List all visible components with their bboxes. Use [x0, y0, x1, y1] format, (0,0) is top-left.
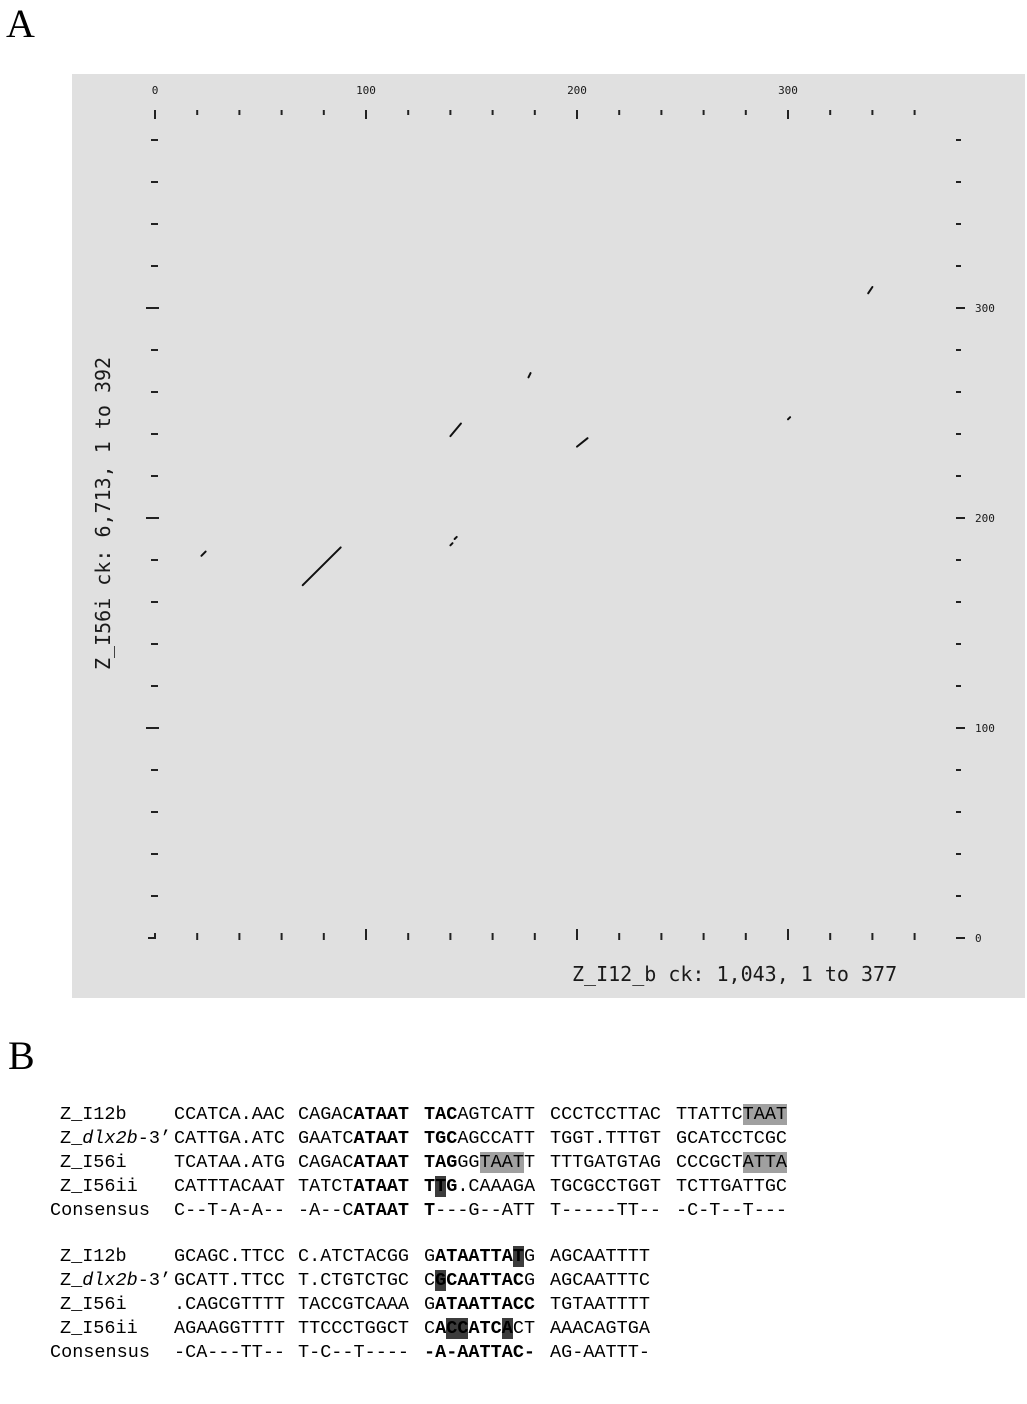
dot-plot-svg — [72, 74, 1025, 998]
sequence-text: CCATCA.AAC — [174, 1104, 286, 1125]
y-axis-label: Z_I56i ck: 6,713, 1 to 392 — [91, 356, 115, 670]
sequence-group — [424, 1245, 535, 1269]
conserved-bases: T — [424, 1200, 436, 1221]
panel-b-label: B — [8, 1033, 35, 1078]
sequence-text: AGCAATTTT — [550, 1246, 650, 1267]
mismatch-highlight: G — [435, 1270, 447, 1291]
x-tick-label: 100 — [356, 84, 376, 97]
sequence-group — [298, 1151, 409, 1175]
sequence-group — [550, 1317, 650, 1341]
sequence-text: TATCT — [298, 1176, 354, 1197]
sequence-name: Z_I56i — [60, 1294, 127, 1315]
sequence-group — [424, 1199, 535, 1223]
sequence-text: GCAGC.TTCC — [174, 1246, 286, 1267]
origin-corner-mark — [148, 933, 155, 938]
sequence-text: C — [424, 1318, 436, 1339]
sequence-text: TTCCCTGGCT — [298, 1318, 410, 1339]
sequence-text: C--T-A-A-- — [174, 1200, 286, 1221]
sequence-group — [174, 1341, 285, 1365]
sequence-name: Z_I56ii — [60, 1176, 138, 1197]
sequence-text: -CA---TT-- — [174, 1342, 286, 1363]
sequence-group — [676, 1151, 787, 1175]
sequence-group — [298, 1341, 409, 1365]
sequence-group — [676, 1103, 787, 1127]
sequence-text: AGTCATT — [457, 1104, 536, 1125]
dot-plot-segment — [868, 287, 872, 293]
sequence-group — [174, 1127, 285, 1151]
conserved-bases: ATC — [468, 1318, 502, 1339]
sequence-text: GAATC — [298, 1128, 354, 1149]
x-tick-label: 0 — [151, 84, 159, 97]
conserved-bases: ATAAT — [353, 1152, 410, 1173]
sequence-text: C.ATCTACGG — [298, 1246, 410, 1267]
sequence-text: T-C--T---- — [298, 1342, 410, 1363]
sequence-text: G — [523, 1270, 536, 1291]
sequence-text: GCATT.TTCC — [174, 1270, 286, 1291]
conserved-bases: ATAAT — [353, 1128, 410, 1149]
sequence-text: G — [424, 1294, 436, 1315]
sequence-text: TGGT.TTTGT — [550, 1128, 662, 1149]
sequence-group — [298, 1245, 409, 1269]
y-tick-label: 0 — [975, 932, 982, 945]
x-tick-label: 200 — [567, 84, 587, 97]
sequence-group — [424, 1269, 535, 1293]
sequence-text: TCTTGATTGC — [676, 1176, 788, 1197]
sequence-group — [424, 1103, 535, 1127]
sequence-text: -C-T--T--- — [676, 1200, 788, 1221]
sequence-group — [550, 1103, 661, 1127]
sequence-name: Z_I12b — [60, 1104, 127, 1125]
y-tick-label: 100 — [975, 722, 995, 735]
sequence-group — [298, 1317, 409, 1341]
sequence-group — [676, 1127, 787, 1151]
motif-highlight: TAAT — [742, 1104, 788, 1125]
sequence-group — [174, 1317, 285, 1341]
sequence-group — [424, 1317, 535, 1341]
sequence-text: TGCGCCTGGT — [550, 1176, 662, 1197]
sequence-name: Z_dlx2b-3’ — [60, 1270, 172, 1291]
sequence-group — [550, 1175, 661, 1199]
dot-plot-segment — [450, 543, 452, 545]
sequence-group — [550, 1341, 650, 1365]
sequence-group — [174, 1269, 285, 1293]
sequence-text: G — [523, 1246, 536, 1267]
sequence-group — [174, 1245, 285, 1269]
sequence-group — [174, 1151, 285, 1175]
sequence-group — [174, 1103, 285, 1127]
sequence-text: T — [523, 1152, 536, 1173]
sequence-text: ---G--ATT — [435, 1200, 536, 1221]
sequence-text: -A--C — [298, 1200, 354, 1221]
sequence-group — [298, 1175, 409, 1199]
conserved-bases: A — [435, 1318, 447, 1339]
mismatch-highlight: T — [435, 1176, 447, 1197]
dot-plot-segment — [201, 552, 205, 556]
x-axis-label: Z_I12_b ck: 1,043, 1 to 377 — [572, 962, 898, 986]
sequence-text: GG — [457, 1152, 480, 1173]
conserved-bases: -A-AATTAC- — [424, 1342, 536, 1363]
conserved-bases: G — [446, 1176, 458, 1197]
sequence-name: Consensus — [50, 1200, 150, 1221]
sequence-group — [424, 1151, 535, 1175]
sequence-group — [298, 1293, 409, 1317]
dot-plot-segment — [528, 373, 530, 377]
y-tick-label: 200 — [975, 512, 995, 525]
conserved-bases: ATAAT — [353, 1176, 410, 1197]
sequence-name: Z_I56ii — [60, 1318, 138, 1339]
sequence-text: GCATCCTCGC — [676, 1128, 788, 1149]
sequence-text: AG-AATTT- — [550, 1342, 650, 1363]
sequence-text: C — [424, 1270, 436, 1291]
sequence-text: AAACAGTGA — [550, 1318, 650, 1339]
sequence-text: CCCTCCTTAC — [550, 1104, 662, 1125]
sequence-text: TTATTC — [676, 1104, 743, 1125]
sequence-group — [676, 1175, 787, 1199]
dot-plot-segment — [303, 547, 341, 585]
sequence-group — [424, 1293, 535, 1317]
sequence-text: AGCCATT — [457, 1128, 536, 1149]
conserved-bases: ATAATTA — [435, 1246, 513, 1267]
sequence-text: CAGAC — [298, 1152, 354, 1173]
mismatch-highlight: T — [512, 1246, 524, 1267]
sequence-group — [174, 1293, 285, 1317]
sequence-group — [550, 1151, 661, 1175]
sequence-text: AGCAATTTC — [550, 1270, 650, 1291]
y-tick-label: 300 — [975, 302, 995, 315]
conserved-bases: TAG — [424, 1152, 458, 1173]
sequence-text: G — [424, 1246, 436, 1267]
sequence-group — [298, 1269, 409, 1293]
dot-plot-segment — [450, 424, 461, 437]
sequence-name: Z_dlx2b-3’ — [60, 1128, 172, 1149]
conserved-bases: ATAAT — [353, 1104, 410, 1125]
sequence-name: Z_I12b — [60, 1246, 127, 1267]
sequence-text: TGTAATTTT — [550, 1294, 650, 1315]
sequence-group — [298, 1127, 409, 1151]
dot-plot-segment — [455, 537, 457, 539]
conserved-bases: TAC — [424, 1104, 458, 1125]
sequence-text: TTTGATGTAG — [550, 1152, 662, 1173]
dot-plot-segment — [788, 417, 790, 419]
sequence-group — [550, 1127, 661, 1151]
sequence-text: CT — [512, 1318, 536, 1339]
sequence-group — [174, 1175, 285, 1199]
mismatch-highlight: A — [501, 1318, 513, 1339]
sequence-group — [550, 1245, 650, 1269]
motif-highlight: TAAT — [479, 1152, 524, 1173]
sequence-text: AGAAGGTTTT — [174, 1318, 286, 1339]
sequence-group — [424, 1341, 535, 1365]
sequence-text: CATTTACAAT — [174, 1176, 286, 1197]
dot-plot-segment — [577, 438, 588, 446]
mismatch-highlight: CC — [446, 1318, 469, 1339]
sequence-name: Consensus — [50, 1342, 150, 1363]
sequence-group — [298, 1103, 409, 1127]
conserved-bases: CAATTAC — [446, 1270, 524, 1291]
sequence-text: TACCGTCAAA — [298, 1294, 410, 1315]
sequence-text: T.CTGTCTGC — [298, 1270, 410, 1291]
sequence-group — [676, 1199, 787, 1223]
conserved-bases: ATAAT — [353, 1200, 410, 1221]
sequence-group — [424, 1175, 535, 1199]
conserved-bases: T — [424, 1176, 436, 1197]
motif-highlight: ATTA — [742, 1152, 788, 1173]
sequence-text: CAGAC — [298, 1104, 354, 1125]
sequence-text: T-----TT-- — [550, 1200, 662, 1221]
panel-a-label: A — [6, 1, 35, 46]
sequence-group — [550, 1269, 650, 1293]
sequence-group — [550, 1199, 661, 1223]
sequence-group — [550, 1293, 650, 1317]
sequence-group — [174, 1199, 285, 1223]
sequence-text: .CAGCGTTTT — [174, 1294, 286, 1315]
sequence-group — [298, 1199, 409, 1223]
conserved-bases: TGC — [424, 1128, 458, 1149]
sequence-text: .CAAAGA — [457, 1176, 536, 1197]
sequence-text: CATTGA.ATC — [174, 1128, 286, 1149]
sequence-name: Z_I56i — [60, 1152, 127, 1173]
sequence-group — [424, 1127, 535, 1151]
sequence-text: TCATAA.ATG — [174, 1152, 286, 1173]
conserved-bases: ATAATTACC — [435, 1294, 536, 1315]
sequence-text: CCCGCT — [676, 1152, 743, 1173]
dot-plot-panel — [72, 74, 1025, 998]
x-tick-label: 300 — [778, 84, 798, 97]
